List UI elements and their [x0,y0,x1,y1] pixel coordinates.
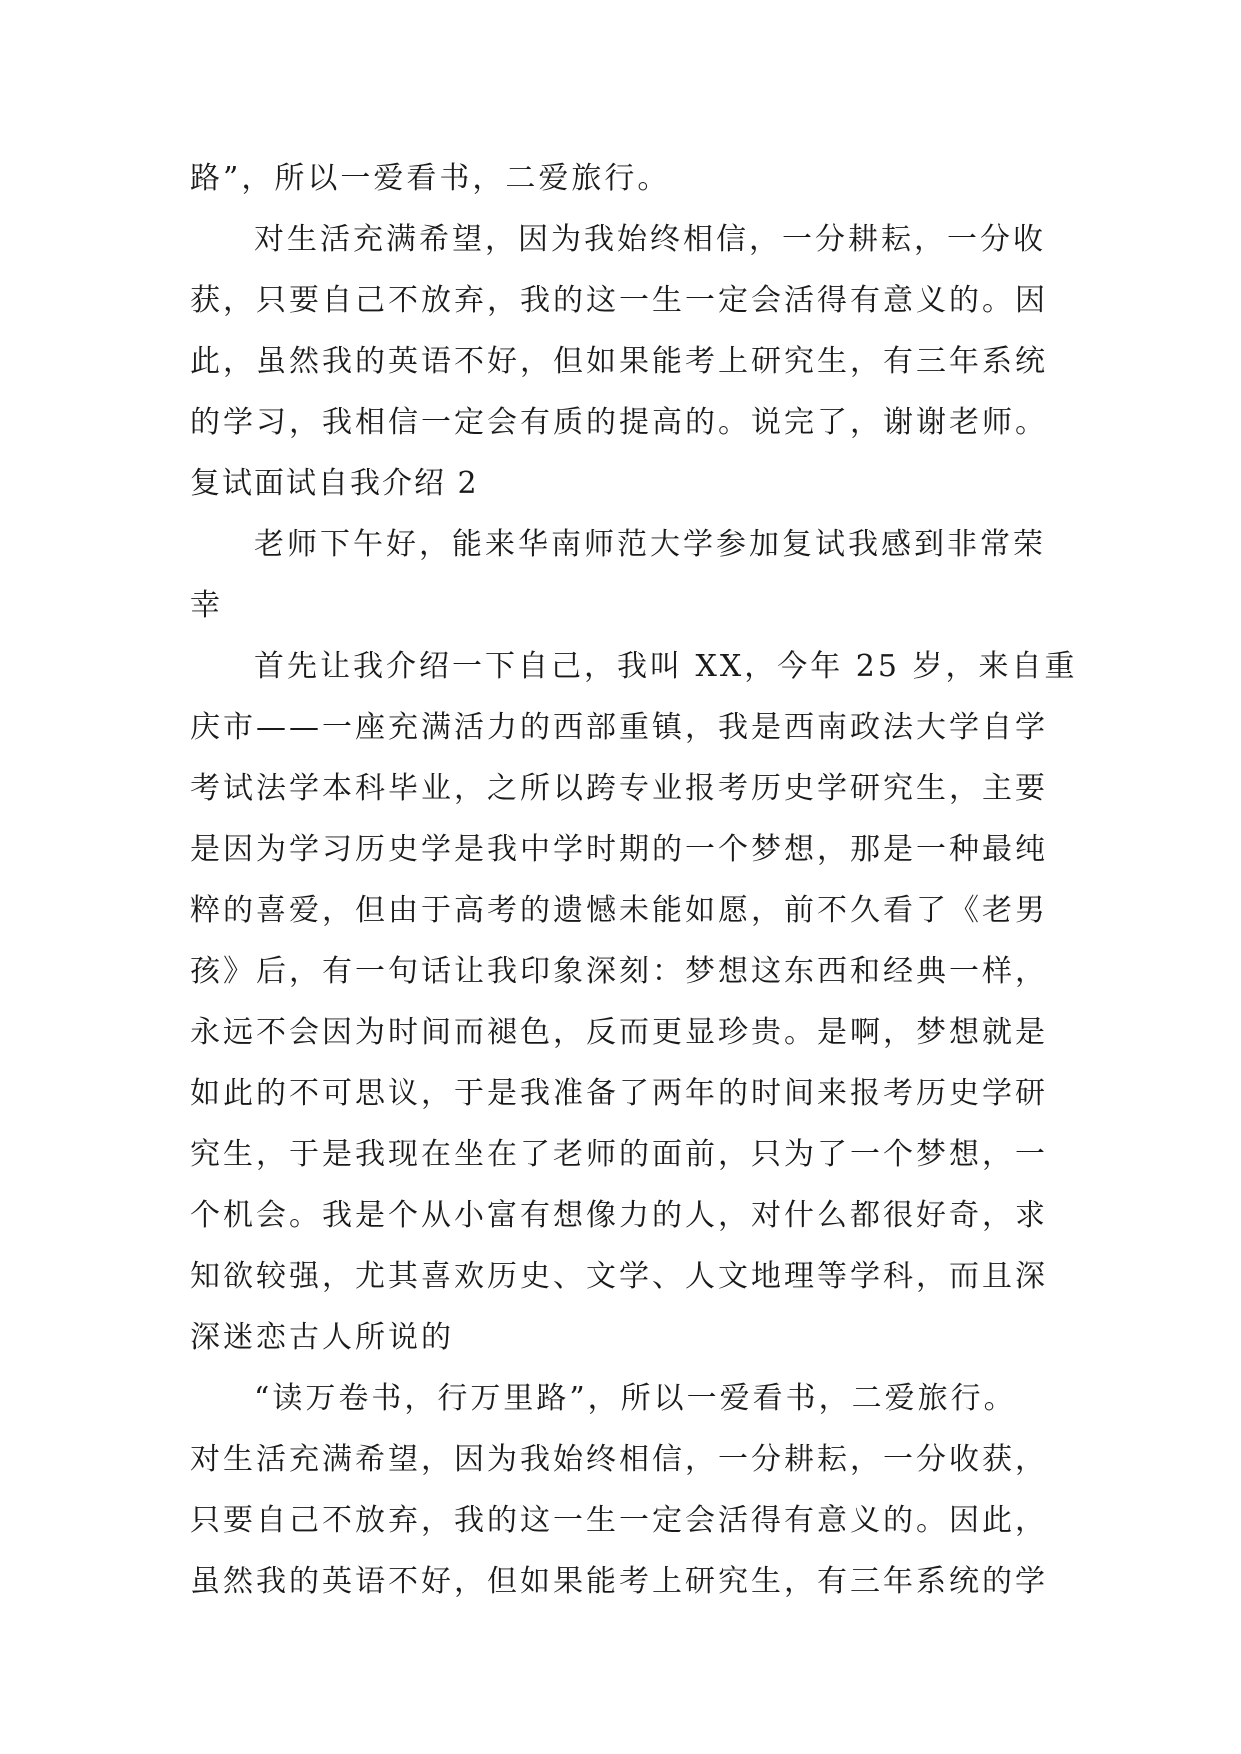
body-text [190,148,1078,1612]
section-heading: 复试面试自我介绍 2 [190,466,479,501]
paragraph-start-line: 对生活充满希望，因为我始终相信，一分耕耘，一分收 [254,222,1046,257]
text-line: 获，只要自己不放弃，我的这一生一定会活得有意义的。因 [190,283,1048,318]
text-line: 究生，于是我现在坐在了老师的面前，只为了一个梦想，一 [190,1137,1048,1172]
paragraph-start-line: 老师下午好，能来华南师范大学参加复试我感到非常荣 [254,527,1046,562]
text-line: 对生活充满希望，因为我始终相信，一分耕耘，一分收获， [190,1442,1048,1477]
text-line: 如此的不可思议，于是我准备了两年的时间来报考历史学研 [190,1076,1048,1111]
text-line: 个机会。我是个从小富有想像力的人，对什么都很好奇，求 [190,1198,1048,1233]
text-line: 只要自己不放弃，我的这一生一定会活得有意义的。因此， [190,1503,1048,1538]
text-line: 粹的喜爱，但由于高考的遗憾未能如愿，前不久看了《老男 [190,893,1048,928]
text-line: 幸 [190,588,223,623]
text-line: 的学习，我相信一定会有质的提高的。说完了，谢谢老师。 [190,405,1048,440]
text-line: 考试法学本科毕业，之所以跨专业报考历史学研究生，主要 [190,771,1048,806]
text-line: 是因为学习历史学是我中学时期的一个梦想，那是一种最纯 [190,832,1048,867]
text-line: 深迷恋古人所说的 [190,1320,454,1355]
text-line: 庆市——一座充满活力的西部重镇，我是西南政法大学自学 [190,710,1048,745]
text-line: 此，虽然我的英语不好，但如果能考上研究生，有三年系统 [190,344,1048,379]
text-line: 路”，所以一爱看书，二爱旅行。 [190,161,671,196]
text-line: 孩》后，有一句话让我印象深刻：梦想这东西和经典一样， [190,954,1048,989]
text-line: 永远不会因为时间而褪色，反而更显珍贵。是啊，梦想就是 [190,1015,1048,1050]
paragraph-start-line: “读万卷书，行万里路”，所以一爱看书，二爱旅行。 [254,1381,1017,1416]
text-line: 知欲较强，尤其喜欢历史、文学、人文地理等学科，而且深 [190,1259,1048,1294]
paragraph-start-line: 首先让我介绍一下自己，我叫 XX，今年 25 岁，来自重 [254,649,1078,684]
text-line: 虽然我的英语不好，但如果能考上研究生，有三年系统的学 [190,1564,1048,1599]
